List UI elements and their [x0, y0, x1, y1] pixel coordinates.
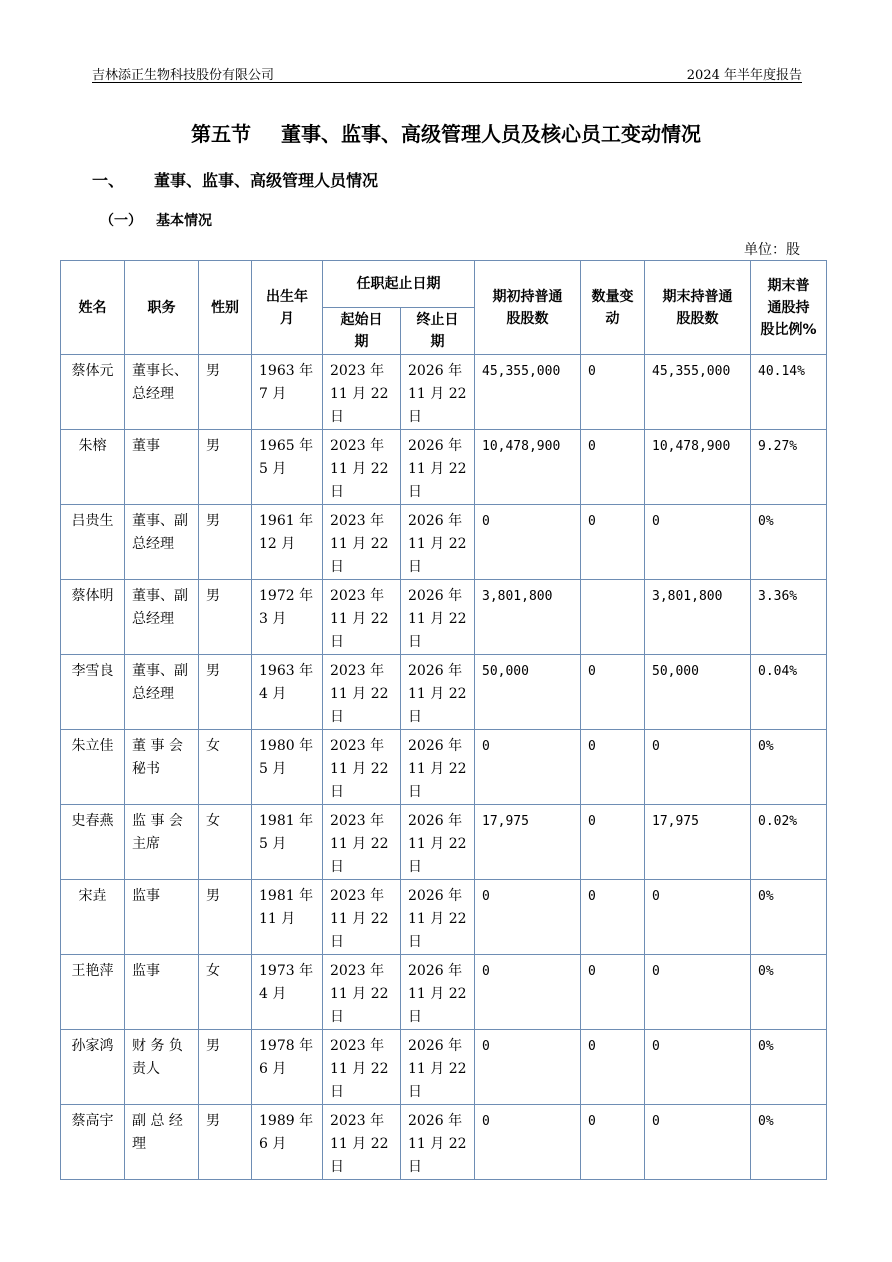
cell-final-shares: 0 — [645, 955, 751, 1030]
table-row — [61, 730, 827, 805]
table-row — [61, 580, 827, 655]
cell-change: 0 — [581, 655, 645, 730]
table-row — [61, 1105, 827, 1180]
unit-label: 单位：股 — [744, 242, 800, 258]
cell-change: 0 — [581, 880, 645, 955]
cell-term-start: 2023 年 11 月 22 日 — [323, 880, 401, 955]
header-birth: 出生年 月 — [252, 261, 323, 355]
cell-ratio: 9.27% — [751, 430, 827, 505]
cell-change: 0 — [581, 430, 645, 505]
cell-name: 孙家鸿 — [61, 1030, 125, 1105]
subsection-heading — [92, 168, 378, 191]
cell-ratio: 0% — [751, 955, 827, 1030]
cell-final-shares: 17,975 — [645, 805, 751, 880]
section-title — [0, 118, 892, 147]
cell-term-end: 2026 年 11 月 22 日 — [401, 880, 475, 955]
cell-name: 王艳萍 — [61, 955, 125, 1030]
cell-gender: 男 — [199, 1105, 252, 1180]
subsubsection-title: 基本情况 — [156, 213, 212, 229]
header-term-start: 起始日 期 — [323, 308, 401, 355]
cell-term-start: 2023 年 11 月 22 日 — [323, 955, 401, 1030]
cell-birth: 1978 年 6 月 — [252, 1030, 323, 1105]
cell-position: 董事、副 总经理 — [125, 655, 199, 730]
cell-term-start: 2023 年 11 月 22 日 — [323, 1030, 401, 1105]
subsection-title: 董事、监事、高级管理人员情况 — [154, 171, 379, 190]
cell-final-shares: 0 — [645, 880, 751, 955]
cell-gender: 男 — [199, 430, 252, 505]
cell-gender: 女 — [199, 805, 252, 880]
cell-term-end: 2026 年 11 月 22 日 — [401, 955, 475, 1030]
cell-gender: 男 — [199, 580, 252, 655]
cell-term-end: 2026 年 11 月 22 日 — [401, 655, 475, 730]
header-position: 职务 — [125, 261, 199, 355]
cell-initial-shares: 0 — [475, 955, 581, 1030]
cell-birth: 1973 年 4 月 — [252, 955, 323, 1030]
cell-change: 0 — [581, 1105, 645, 1180]
cell-ratio: 0% — [751, 505, 827, 580]
table-row — [61, 805, 827, 880]
cell-term-end: 2026 年 11 月 22 日 — [401, 730, 475, 805]
cell-name: 史春燕 — [61, 805, 125, 880]
cell-position: 监 事 会 主席 — [125, 805, 199, 880]
cell-position: 监事 — [125, 880, 199, 955]
cell-name: 朱榕 — [61, 430, 125, 505]
header-term: 任职起止日期 — [323, 261, 475, 308]
cell-initial-shares: 17,975 — [475, 805, 581, 880]
cell-position: 董事、副 总经理 — [125, 505, 199, 580]
cell-ratio: 0% — [751, 880, 827, 955]
cell-gender: 男 — [199, 505, 252, 580]
cell-gender: 男 — [199, 655, 252, 730]
header-gender: 性别 — [199, 261, 252, 355]
subsubsection-heading — [100, 210, 212, 230]
cell-name: 宋垚 — [61, 880, 125, 955]
cell-gender: 男 — [199, 880, 252, 955]
section-heading: 董事、监事、高级管理人员及核心员工变动情况 — [281, 122, 701, 146]
cell-gender: 男 — [199, 1030, 252, 1105]
cell-final-shares: 0 — [645, 730, 751, 805]
cell-name: 吕贵生 — [61, 505, 125, 580]
cell-term-start: 2023 年 11 月 22 日 — [323, 505, 401, 580]
cell-term-start: 2023 年 11 月 22 日 — [323, 730, 401, 805]
table-row — [61, 355, 827, 430]
table-row — [61, 955, 827, 1030]
cell-final-shares: 10,478,900 — [645, 430, 751, 505]
cell-gender: 女 — [199, 730, 252, 805]
cell-term-start: 2023 年 11 月 22 日 — [323, 580, 401, 655]
cell-birth: 1961 年 12 月 — [252, 505, 323, 580]
cell-final-shares: 50,000 — [645, 655, 751, 730]
cell-ratio: 0% — [751, 1030, 827, 1105]
cell-final-shares: 0 — [645, 505, 751, 580]
cell-term-end: 2026 年 11 月 22 日 — [401, 805, 475, 880]
cell-initial-shares: 0 — [475, 505, 581, 580]
cell-position: 董事 — [125, 430, 199, 505]
header-term-end: 终止日 期 — [401, 308, 475, 355]
cell-position: 财 务 负 责人 — [125, 1030, 199, 1105]
header-change: 数量变 动 — [581, 261, 645, 355]
cell-name: 李雪良 — [61, 655, 125, 730]
subsection-number: 一、 — [92, 171, 125, 190]
table-row — [61, 655, 827, 730]
cell-initial-shares: 45,355,000 — [475, 355, 581, 430]
cell-name: 蔡体元 — [61, 355, 125, 430]
header-name: 姓名 — [61, 261, 125, 355]
cell-birth: 1981 年 5 月 — [252, 805, 323, 880]
cell-term-start: 2023 年 11 月 22 日 — [323, 1105, 401, 1180]
cell-birth: 1980 年 5 月 — [252, 730, 323, 805]
header-ratio: 期末普 通股持 股比例% — [751, 261, 827, 355]
company-name: 吉林添正生物科技股份有限公司 — [92, 68, 275, 83]
cell-initial-shares: 0 — [475, 880, 581, 955]
cell-birth: 1965 年 5 月 — [252, 430, 323, 505]
cell-change: 0 — [581, 355, 645, 430]
cell-change: 0 — [581, 1030, 645, 1105]
subsubsection-number: （一） — [100, 213, 142, 229]
cell-gender: 女 — [199, 955, 252, 1030]
cell-birth: 1963 年 7 月 — [252, 355, 323, 430]
cell-position: 董 事 会 秘书 — [125, 730, 199, 805]
cell-change: 0 — [581, 730, 645, 805]
cell-position: 董事、副 总经理 — [125, 580, 199, 655]
personnel-table — [60, 260, 827, 1180]
cell-ratio: 0% — [751, 1105, 827, 1180]
cell-birth: 1972 年 3 月 — [252, 580, 323, 655]
table-row — [61, 1030, 827, 1105]
table-row — [61, 880, 827, 955]
cell-birth: 1963 年 4 月 — [252, 655, 323, 730]
cell-initial-shares: 0 — [475, 1105, 581, 1180]
header-initial-shares: 期初持普通 股股数 — [475, 261, 581, 355]
cell-position: 监事 — [125, 955, 199, 1030]
cell-position: 副 总 经 理 — [125, 1105, 199, 1180]
cell-position: 董事长、 总经理 — [125, 355, 199, 430]
table-row — [61, 430, 827, 505]
cell-gender: 男 — [199, 355, 252, 430]
cell-name: 蔡高宇 — [61, 1105, 125, 1180]
cell-term-end: 2026 年 11 月 22 日 — [401, 430, 475, 505]
cell-initial-shares: 0 — [475, 730, 581, 805]
cell-term-end: 2026 年 11 月 22 日 — [401, 580, 475, 655]
header-final-shares: 期末持普通 股股数 — [645, 261, 751, 355]
table-body — [61, 355, 827, 1180]
section-number: 第五节 — [191, 122, 251, 146]
cell-term-start: 2023 年 11 月 22 日 — [323, 655, 401, 730]
cell-ratio: 40.14% — [751, 355, 827, 430]
cell-term-end: 2026 年 11 月 22 日 — [401, 355, 475, 430]
cell-initial-shares: 3,801,800 — [475, 580, 581, 655]
page-header — [92, 62, 802, 83]
cell-change: 0 — [581, 955, 645, 1030]
cell-name: 朱立佳 — [61, 730, 125, 805]
cell-term-end: 2026 年 11 月 22 日 — [401, 1105, 475, 1180]
table-row — [61, 505, 827, 580]
cell-initial-shares: 50,000 — [475, 655, 581, 730]
cell-term-end: 2026 年 11 月 22 日 — [401, 505, 475, 580]
report-title: 2024 年半年度报告 — [686, 68, 802, 83]
cell-final-shares: 0 — [645, 1105, 751, 1180]
cell-initial-shares: 0 — [475, 1030, 581, 1105]
cell-ratio: 3.36% — [751, 580, 827, 655]
cell-birth: 1981 年 11 月 — [252, 880, 323, 955]
cell-term-start: 2023 年 11 月 22 日 — [323, 430, 401, 505]
cell-term-start: 2023 年 11 月 22 日 — [323, 805, 401, 880]
cell-term-start: 2023 年 11 月 22 日 — [323, 355, 401, 430]
cell-ratio: 0.04% — [751, 655, 827, 730]
cell-term-end: 2026 年 11 月 22 日 — [401, 1030, 475, 1105]
cell-final-shares: 0 — [645, 1030, 751, 1105]
cell-final-shares: 45,355,000 — [645, 355, 751, 430]
cell-birth: 1989 年 6 月 — [252, 1105, 323, 1180]
cell-ratio: 0% — [751, 730, 827, 805]
cell-name: 蔡体明 — [61, 580, 125, 655]
cell-final-shares: 3,801,800 — [645, 580, 751, 655]
cell-initial-shares: 10,478,900 — [475, 430, 581, 505]
cell-change: 0 — [581, 505, 645, 580]
cell-change: 0 — [581, 805, 645, 880]
cell-change — [581, 580, 645, 655]
cell-ratio: 0.02% — [751, 805, 827, 880]
